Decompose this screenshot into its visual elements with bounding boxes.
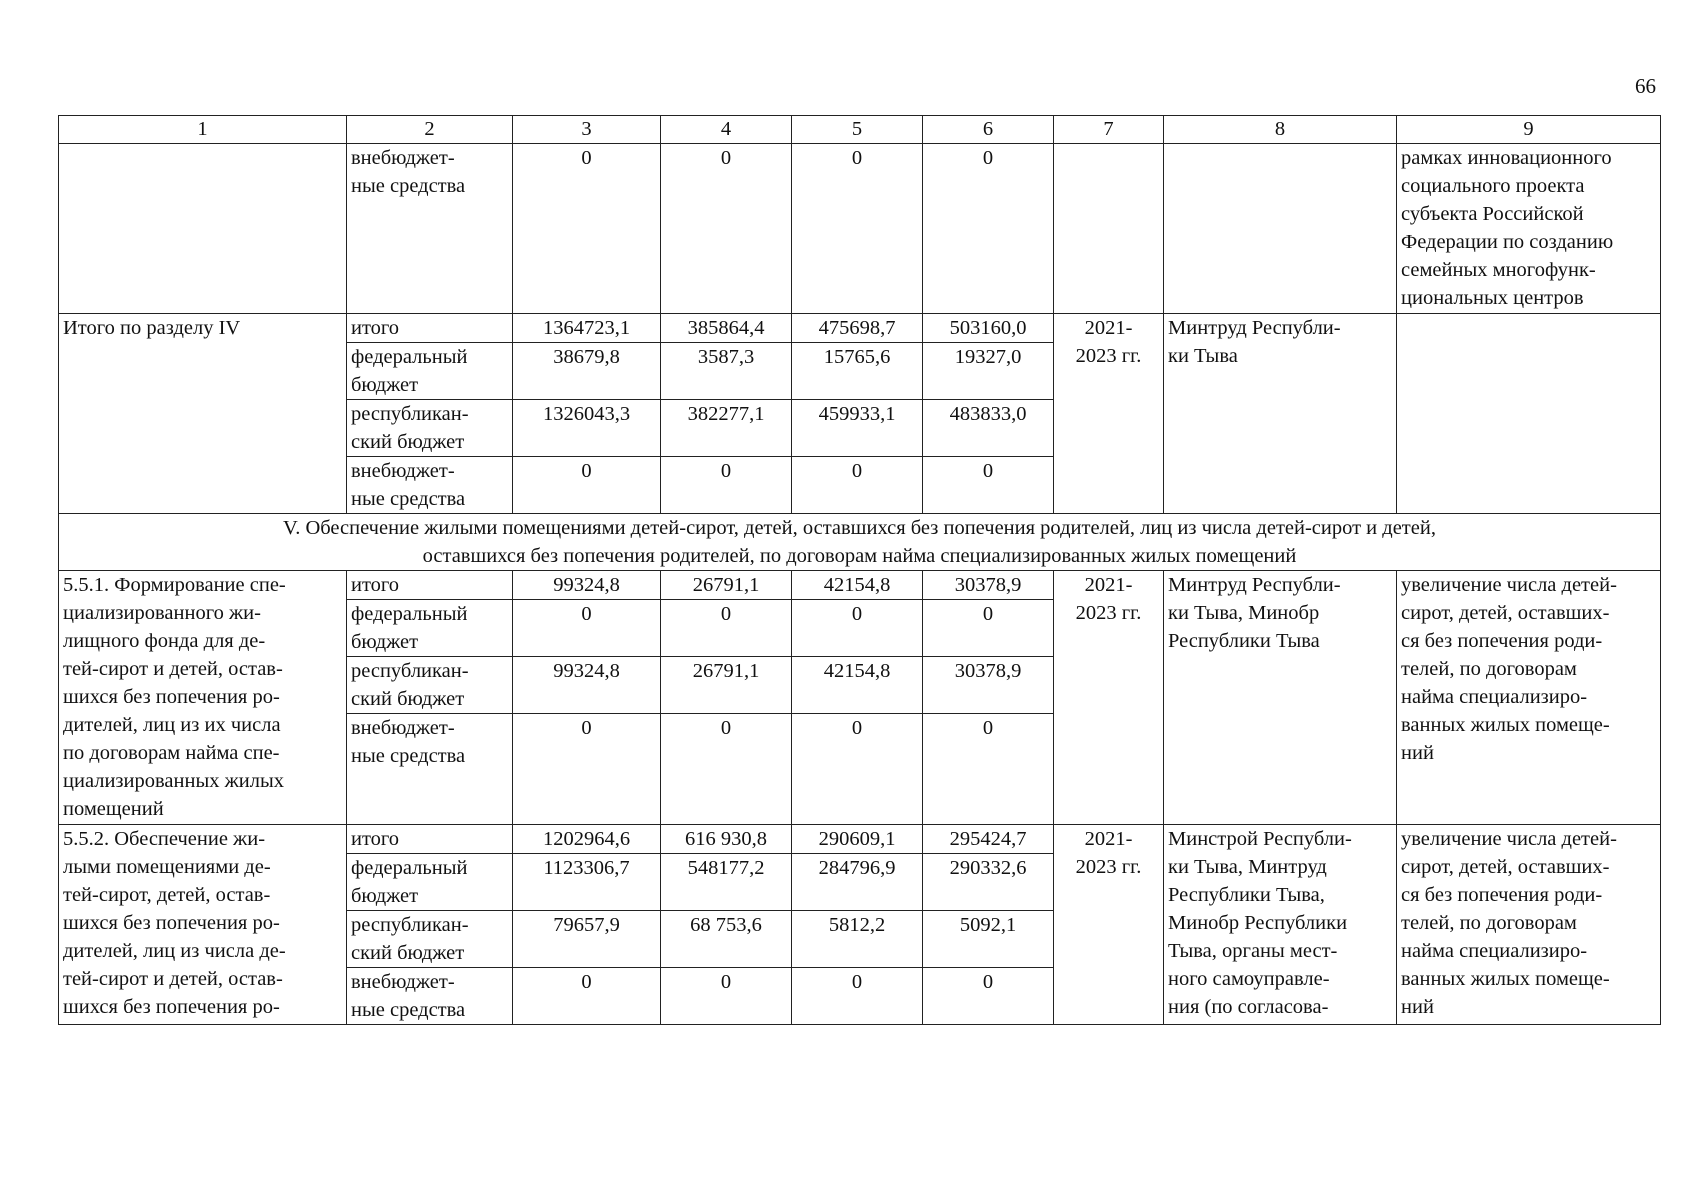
value-2021: 3587,3 <box>661 343 792 400</box>
section-total-name: Итого по разделу IV <box>59 314 347 514</box>
value-2022: 0 <box>792 968 923 1025</box>
value-2022: 42154,8 <box>792 657 923 714</box>
value-2021: 26791,1 <box>661 571 792 600</box>
value-2021: 385864,4 <box>661 314 792 343</box>
column-number: 7 <box>1054 116 1164 144</box>
value-2021: 0 <box>661 457 792 514</box>
value-total: 0 <box>513 968 661 1025</box>
expected-result <box>1397 314 1661 514</box>
column-number: 2 <box>347 116 513 144</box>
value-2023: 30378,9 <box>923 571 1054 600</box>
value-2023: 503160,0 <box>923 314 1054 343</box>
value-2021: 548177,2 <box>661 854 792 911</box>
value-2022: 0 <box>792 600 923 657</box>
executor: Минстрой Республи- ки Тыва, Минтруд Республики Тыва, Минобр Республики Тыва, органы мест- ного самоуправле- ния (по согласова- <box>1164 825 1397 1025</box>
program-table <box>58 115 1661 1025</box>
value-2021: 0 <box>661 600 792 657</box>
value-total: 99324,8 <box>513 571 661 600</box>
table-row <box>59 314 1661 343</box>
value-2023: 5092,1 <box>923 911 1054 968</box>
value-2022: 15765,6 <box>792 343 923 400</box>
period: 2021- 2023 гг. <box>1054 571 1164 825</box>
funding-source: республикан- ский бюджет <box>347 400 513 457</box>
column-number: 9 <box>1397 116 1661 144</box>
empty-cell <box>1054 144 1164 314</box>
value-2023: 19327,0 <box>923 343 1054 400</box>
value-2022: 475698,7 <box>792 314 923 343</box>
value-total: 0 <box>513 144 661 314</box>
value-2023: 0 <box>923 968 1054 1025</box>
column-number: 8 <box>1164 116 1397 144</box>
value-total: 0 <box>513 457 661 514</box>
value-2021: 382277,1 <box>661 400 792 457</box>
item-name: 5.5.2. Обеспечение жи- лыми помещениями де- тей-сирот, детей, остав- шихся без попечения ро- дителей, лиц из числа де- тей-сирот и детей, остав- шихся без попечения ро- <box>59 825 347 1025</box>
expected-result: рамках инновационного социального проекта субъекта Российской Федерации по созданию семейных многофунк- циональных центров <box>1397 144 1661 314</box>
value-2021: 0 <box>661 968 792 1025</box>
funding-source: федеральный бюджет <box>347 854 513 911</box>
value-2021: 616 930,8 <box>661 825 792 854</box>
funding-source: итого <box>347 571 513 600</box>
value-2022: 0 <box>792 144 923 314</box>
value-total: 0 <box>513 600 661 657</box>
value-2023: 30378,9 <box>923 657 1054 714</box>
value-2021: 26791,1 <box>661 657 792 714</box>
column-number: 1 <box>59 116 347 144</box>
funding-source: федеральный бюджет <box>347 343 513 400</box>
column-number: 5 <box>792 116 923 144</box>
expected-result: увеличение числа детей- сирот, детей, оставших- ся без попечения роди- телей, по договорам найма специализиро- ванных жилых помеще- ний <box>1397 571 1661 825</box>
column-number: 6 <box>923 116 1054 144</box>
column-number-row <box>59 116 1661 144</box>
section-heading-row <box>59 514 1661 571</box>
value-2021: 0 <box>661 714 792 825</box>
value-2023: 0 <box>923 714 1054 825</box>
value-2023: 295424,7 <box>923 825 1054 854</box>
period: 2021- 2023 гг. <box>1054 314 1164 514</box>
funding-source: внебюджет- ные средства <box>347 968 513 1025</box>
value-2023: 290332,6 <box>923 854 1054 911</box>
section-heading: V. Обеспечение жилыми помещениями детей-сирот, детей, оставшихся без попечения родителей, лиц из числа детей-сирот и детей, оставшихся без попечения родителей, по договорам найма специализированных жилых помещений <box>59 514 1661 571</box>
column-number: 3 <box>513 116 661 144</box>
value-total: 79657,9 <box>513 911 661 968</box>
funding-source: итого <box>347 314 513 343</box>
page-number: 66 <box>1635 74 1656 98</box>
funding-source: республикан- ский бюджет <box>347 657 513 714</box>
value-2022: 42154,8 <box>792 571 923 600</box>
empty-cell <box>59 144 347 314</box>
value-total: 0 <box>513 714 661 825</box>
period: 2021- 2023 гг. <box>1054 825 1164 1025</box>
funding-source: внебюджет- ные средства <box>347 714 513 825</box>
table-row <box>59 571 1661 600</box>
value-total: 38679,8 <box>513 343 661 400</box>
value-total: 1123306,7 <box>513 854 661 911</box>
value-2023: 0 <box>923 457 1054 514</box>
empty-cell <box>1164 144 1397 314</box>
value-2023: 0 <box>923 600 1054 657</box>
value-2023: 0 <box>923 144 1054 314</box>
executor: Минтруд Республи- ки Тыва, Минобр Республики Тыва <box>1164 571 1397 825</box>
value-total: 1202964,6 <box>513 825 661 854</box>
table-row <box>59 825 1661 854</box>
funding-source: федеральный бюджет <box>347 600 513 657</box>
funding-source: республикан- ский бюджет <box>347 911 513 968</box>
value-2022: 459933,1 <box>792 400 923 457</box>
value-2022: 0 <box>792 457 923 514</box>
value-2021: 68 753,6 <box>661 911 792 968</box>
value-2022: 284796,9 <box>792 854 923 911</box>
item-name: 5.5.1. Формирование спе- циализированного жи- лищного фонда для де- тей-сирот и детей, остав- шихся без попечения ро- дителей, лиц из их числа по договорам найма спе- циализированных жилых помещений <box>59 571 347 825</box>
value-2022: 0 <box>792 714 923 825</box>
value-2021: 0 <box>661 144 792 314</box>
table-row <box>59 144 1661 314</box>
expected-result: увеличение числа детей- сирот, детей, оставших- ся без попечения роди- телей, по договорам найма специализиро- ванных жилых помеще- ний <box>1397 825 1661 1025</box>
executor: Минтруд Республи- ки Тыва <box>1164 314 1397 514</box>
funding-source: внебюджет- ные средства <box>347 457 513 514</box>
value-total: 99324,8 <box>513 657 661 714</box>
value-total: 1364723,1 <box>513 314 661 343</box>
value-2022: 5812,2 <box>792 911 923 968</box>
funding-source: внебюджет- ные средства <box>347 144 513 314</box>
column-number: 4 <box>661 116 792 144</box>
funding-source: итого <box>347 825 513 854</box>
value-total: 1326043,3 <box>513 400 661 457</box>
value-2023: 483833,0 <box>923 400 1054 457</box>
value-2022: 290609,1 <box>792 825 923 854</box>
